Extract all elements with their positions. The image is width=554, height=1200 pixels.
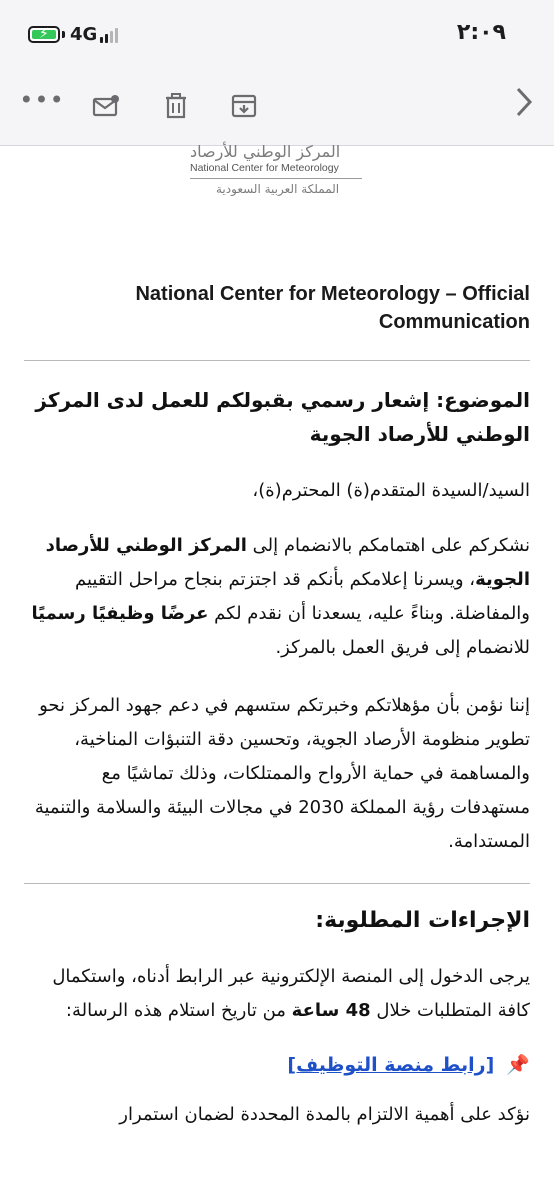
logo-arabic-name: المركز الوطني للأرصاد <box>190 142 341 161</box>
email-subject: الموضوع: إشعار رسمي بقبولكم للعمل لدى المركز الوطني للأرصاد الجوية <box>35 388 530 446</box>
divider <box>24 883 530 884</box>
pin-icon: 📌 <box>506 1054 530 1076</box>
mark-unread-icon[interactable] <box>92 92 120 120</box>
battery-tip <box>62 31 65 38</box>
more-icon[interactable]: ••• <box>19 86 65 114</box>
ncm-logo <box>160 142 400 206</box>
status-bar <box>0 0 554 64</box>
email-body <box>24 280 530 1130</box>
actions-paragraph: يرجى الدخول إلى المنصة الإلكترونية عبر الرابط أدناه، واستكمال كافة المتطلبات خلال 48 ساعة من تاريخ استلام هذه الرسالة: <box>52 966 530 1021</box>
link-row <box>24 1050 530 1080</box>
battery-icon: ⚡ <box>28 26 60 43</box>
salutation: السيد/السيدة المتقدم(ة) المحترم(ة)، <box>252 480 530 501</box>
archive-icon[interactable] <box>230 92 258 120</box>
english-heading: National Center for Meteorology – Official Communication <box>135 283 530 333</box>
actions-title: الإجراءات المطلوبة: <box>315 908 530 933</box>
logo-country: المملكة العربية السعودية <box>216 182 340 196</box>
network-type: 4G <box>70 24 98 45</box>
logo-divider <box>190 178 362 179</box>
email-toolbar <box>0 64 554 146</box>
paragraph-acceptance: نشكركم على اهتمامكم بالانضمام إلى المركز الوطني للأرصاد الجوية، ويسرنا إعلامكم بأنكم قد اجتزتم بنجاح مراحل التقييم والمفاضلة. وبناءً عليه، يسعدنا أن نقدم لكم عرضًا وظيفيًا رسميًا للانضمام إلى فريق العمل بالمركز. <box>31 535 530 658</box>
chevron-right-icon[interactable] <box>510 88 538 116</box>
divider <box>24 360 530 361</box>
partial-paragraph: نؤكد على أهمية الالتزام بالمدة المحددة لضمان استمرار <box>119 1104 530 1125</box>
status-time: ٢:٠٩ <box>456 20 506 45</box>
recruitment-platform-link[interactable]: [رابط منصة التوظيف] <box>287 1054 495 1076</box>
paragraph-vision: إننا نؤمن بأن مؤهلاتكم وخبرتكم ستسهم في دعم جهود المركز نحو تطوير منظومة الأرصاد الجوية، وتحسين دقة التنبؤات المناخية، والمساهمة في حماية الأرواح والممتلكات، وذلك تماشيًا مع مستهدفات رؤية المملكة 2030 في مجالات البيئة والسلامة والتنمية المستدامة. <box>34 695 530 852</box>
signal-icon <box>100 27 118 43</box>
trash-icon[interactable] <box>162 92 190 120</box>
logo-english-name: National Center for Meteorology <box>190 162 339 174</box>
